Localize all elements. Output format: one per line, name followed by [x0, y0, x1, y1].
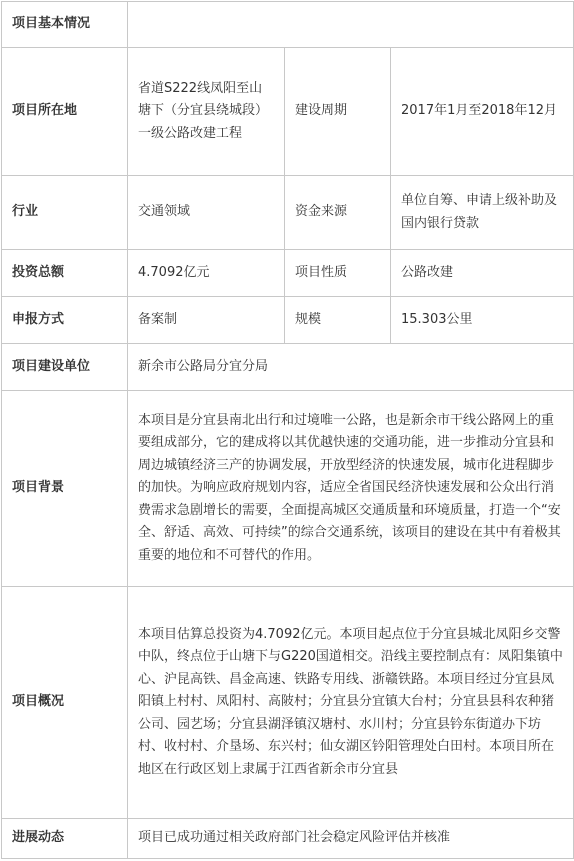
construction-period-value: 2017年1月至2018年12月	[391, 48, 574, 176]
row-background	[2, 391, 574, 587]
location-value: 省道S222线凤阳至山塘下（分宜县绕城段）一级公路改建工程	[128, 48, 285, 176]
row-basic-info	[2, 2, 574, 48]
basic-info-label: 项目基本情况	[2, 2, 128, 48]
row-overview	[2, 587, 574, 819]
industry-value: 交通领域	[128, 176, 285, 250]
scale-label: 规模	[285, 297, 391, 344]
project-nature-value: 公路改建	[391, 250, 574, 297]
construction-period-label: 建设周期	[285, 48, 391, 176]
project-info-table	[1, 1, 574, 859]
declare-value: 备案制	[128, 297, 285, 344]
progress-label: 进展动态	[2, 819, 128, 859]
row-declare	[2, 297, 574, 344]
scale-value: 15.303公里	[391, 297, 574, 344]
investment-label: 投资总额	[2, 250, 128, 297]
background-value: 本项目是分宜县南北出行和过境唯一公路，也是新余市干线公路网上的重要组成部分，它的建成将以其优越快速的交通功能，进一步推动分宜县和周边城镇经济三产的协调发展，开放型经济的快速发展，城市化进程脚步的加快。为响应政府规划内容，适应全省国民经济快速发展和公众出行消费需求急剧增长的需要，全面提高城区交通质量和环境质量，打造一个“安全、舒适、高效、可持续”的综合交通系统，该项目的建设在其中有着极其重要的地位和不可替代的作用。	[128, 391, 574, 587]
unit-value: 新余市公路局分宜分局	[128, 344, 574, 391]
background-label: 项目背景	[2, 391, 128, 587]
funding-source-label: 资金来源	[285, 176, 391, 250]
industry-label: 行业	[2, 176, 128, 250]
unit-label: 项目建设单位	[2, 344, 128, 391]
overview-label: 项目概况	[2, 587, 128, 819]
progress-value: 项目已成功通过相关政府部门社会稳定风险评估并核准	[128, 819, 574, 859]
location-label: 项目所在地	[2, 48, 128, 176]
row-industry	[2, 176, 574, 250]
basic-info-value	[128, 2, 574, 48]
row-location	[2, 48, 574, 176]
investment-value: 4.7092亿元	[128, 250, 285, 297]
funding-source-value: 单位自筹、申请上级补助及国内银行贷款	[391, 176, 574, 250]
overview-value: 本项目估算总投资为4.7092亿元。本项目起点位于分宜县城北凤阳乡交警中队，终点位于山塘下与G220国道相交。沿线主要控制点有：凤阳集镇中心、沪昆高铁、昌金高速、铁路专用线、浙赣铁路。本项目经过分宜县凤阳镇上村村、凤阳村、高陂村；分宜县分宜镇大台村；分宜县县科农种猪公司、园艺场；分宜县湖泽镇汉塘村、水川村；分宜县钤东街道办下坊村、收村村、介垦场、东兴村；仙女湖区钤阳管理处白田村。本项目所在地区在行政区划上隶属于江西省新余市分宜县	[128, 587, 574, 819]
declare-label: 申报方式	[2, 297, 128, 344]
project-nature-label: 项目性质	[285, 250, 391, 297]
row-progress	[2, 819, 574, 859]
row-investment	[2, 250, 574, 297]
row-unit	[2, 344, 574, 391]
